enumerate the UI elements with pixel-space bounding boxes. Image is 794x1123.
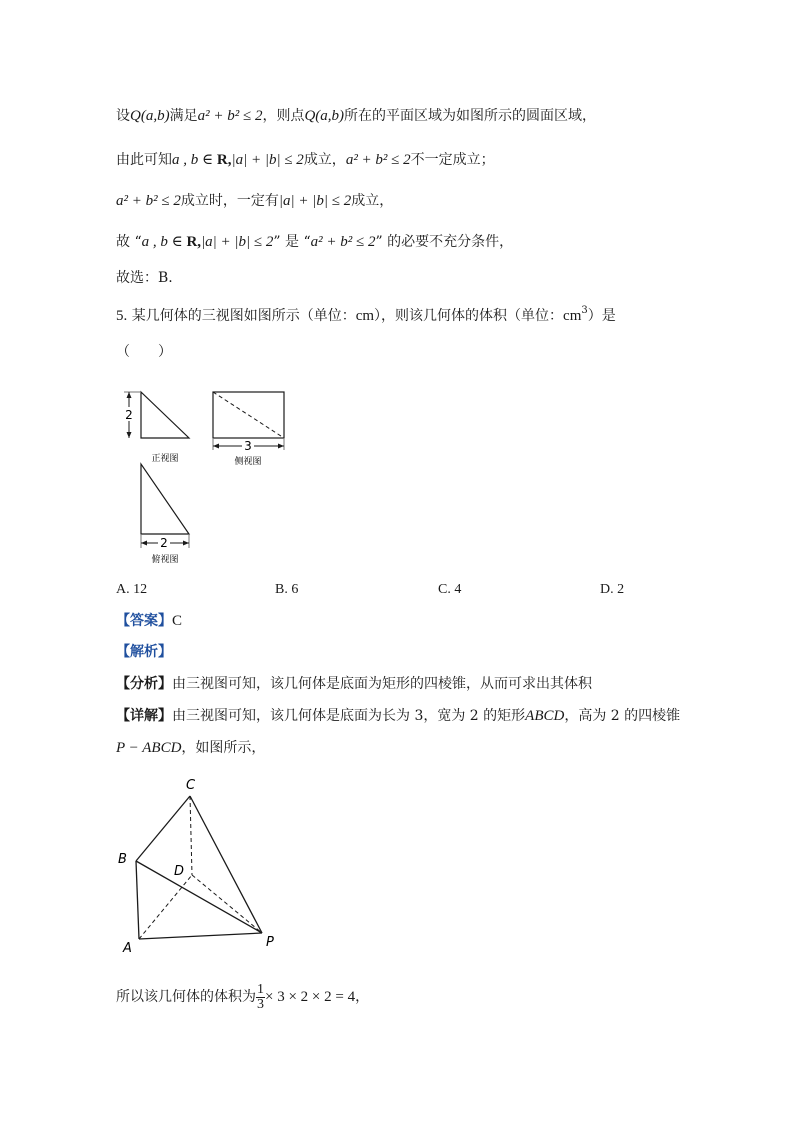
math-condition: a² + b² ≤ 2: [310, 234, 376, 250]
math-abcd: ABCD: [525, 708, 565, 724]
front-dimension: 2: [125, 408, 133, 422]
solution-line-3: [116, 191, 393, 211]
label-c: C: [186, 778, 196, 793]
math-pyramid: P − ABCD: [116, 740, 182, 756]
math-condition: a² + b² ≤ 2: [116, 193, 181, 209]
text: 设: [116, 108, 130, 124]
solution-line-4: [116, 232, 513, 252]
question-text: 某几何体的三视图如图所示（单位：: [131, 308, 356, 324]
answer-line: [116, 611, 182, 631]
solution-line-2: [116, 150, 495, 170]
pyramid-diagram: [112, 775, 292, 960]
xiangjie-line: [116, 706, 680, 726]
math-abs: |a| + |b| ≤ 2: [231, 152, 304, 168]
edge-ba: [136, 861, 139, 939]
math-set: a , b ∈: [141, 234, 187, 250]
edge-ap: [139, 933, 262, 939]
label-d: D: [174, 864, 185, 879]
top-view-label: 俯视图: [151, 555, 179, 565]
parentheses: （ ）: [116, 344, 172, 360]
math-set: a , b ∈: [172, 152, 217, 168]
question-text: ），则该几何体的体积（单位：: [374, 308, 564, 324]
side-view-dashed-diagonal: [213, 392, 284, 438]
side-view-label: 侧视图: [234, 457, 262, 467]
label-b: B: [118, 852, 127, 867]
label-a: A: [123, 941, 132, 956]
question-text: ）是: [587, 308, 616, 324]
punctuation: ，: [355, 989, 370, 1005]
volume-line: [116, 982, 369, 1012]
fraction-one-third: [256, 983, 265, 1012]
text: ，则点: [262, 108, 305, 124]
volume-expression: × 3 × 2 × 2 = 4: [265, 989, 356, 1005]
math-condition: a² + b² ≤ 2: [197, 108, 263, 124]
math-reals: R,: [216, 152, 232, 168]
question-number: 5.: [116, 308, 128, 324]
text: 成立，: [351, 193, 394, 209]
option-b[interactable]: B. 6: [275, 582, 299, 597]
front-view-triangle: [141, 392, 189, 438]
analysis-line: [116, 642, 172, 662]
xiangjie-tag: 【详解】: [116, 708, 172, 724]
math-condition: a² + b² ≤ 2: [345, 152, 411, 168]
unit: cm: [355, 308, 375, 324]
question-5: [116, 306, 616, 326]
label-p: P: [266, 935, 274, 950]
text: 由此可知: [116, 152, 172, 168]
solution-line-5: [116, 268, 173, 288]
text: ” 的必要不充分条件，: [375, 234, 514, 250]
math-abs: |a| + |b| ≤ 2: [201, 234, 274, 250]
xiangjie-text: ，如图所示，: [181, 740, 266, 756]
fenxi-text: 由三视图可知，该几何体是底面为矩形的四棱锥，从而可求出其体积: [172, 676, 592, 692]
exponent: 3: [581, 305, 588, 316]
edge-ad-hidden: [139, 875, 192, 939]
edge-cd-hidden: [190, 796, 192, 875]
top-view-triangle: [141, 464, 189, 534]
math-q: Q: [130, 108, 141, 124]
text: 故 “: [116, 234, 142, 250]
text: 满足: [169, 108, 198, 124]
solution-line-1: [116, 106, 596, 126]
fenxi-line: [116, 674, 592, 694]
volume-text: 所以该几何体的体积为: [116, 989, 256, 1005]
fraction-denominator: 3: [257, 996, 264, 1012]
option-a[interactable]: A. 12: [116, 582, 148, 597]
top-dimension: 2: [160, 536, 168, 550]
xiangjie-line-2: [116, 738, 265, 758]
xiangjie-text: ，高为 2 的四棱锥: [564, 708, 681, 724]
analysis-tag: 【解析】: [116, 644, 172, 660]
xiangjie-text: 由三视图可知，该几何体是底面为长为 3，宽为 2 的矩形: [172, 708, 526, 724]
math-reals: R,: [186, 234, 202, 250]
math-point: Q(a,b): [304, 108, 345, 124]
fenxi-tag: 【分析】: [116, 676, 172, 692]
text: 故选：B.: [116, 270, 173, 286]
edge-bc: [136, 796, 190, 861]
math-abs: |a| + |b| ≤ 2: [278, 193, 352, 209]
math-ab: (a,b): [140, 108, 170, 124]
front-view-label: 正视图: [151, 454, 179, 464]
fraction-numerator: 1: [257, 981, 264, 997]
option-c[interactable]: C. 4: [438, 582, 462, 597]
side-dimension: 3: [244, 439, 252, 453]
text: 所在的平面区域为如图所示的圆面区域，: [344, 108, 597, 124]
answer-tag: 【答案】: [116, 613, 172, 629]
answer-value: C: [172, 613, 183, 629]
edge-dp-hidden: [192, 875, 262, 933]
unit: cm: [563, 308, 582, 324]
text: 不一定成立；: [410, 152, 495, 168]
answer-parentheses: [116, 342, 172, 362]
option-d[interactable]: D. 2: [600, 582, 625, 597]
text: 成立时，一定有: [180, 193, 279, 209]
three-view-diagram: [118, 385, 318, 575]
text: ” 是 “: [273, 234, 311, 250]
text: 成立，: [303, 152, 346, 168]
